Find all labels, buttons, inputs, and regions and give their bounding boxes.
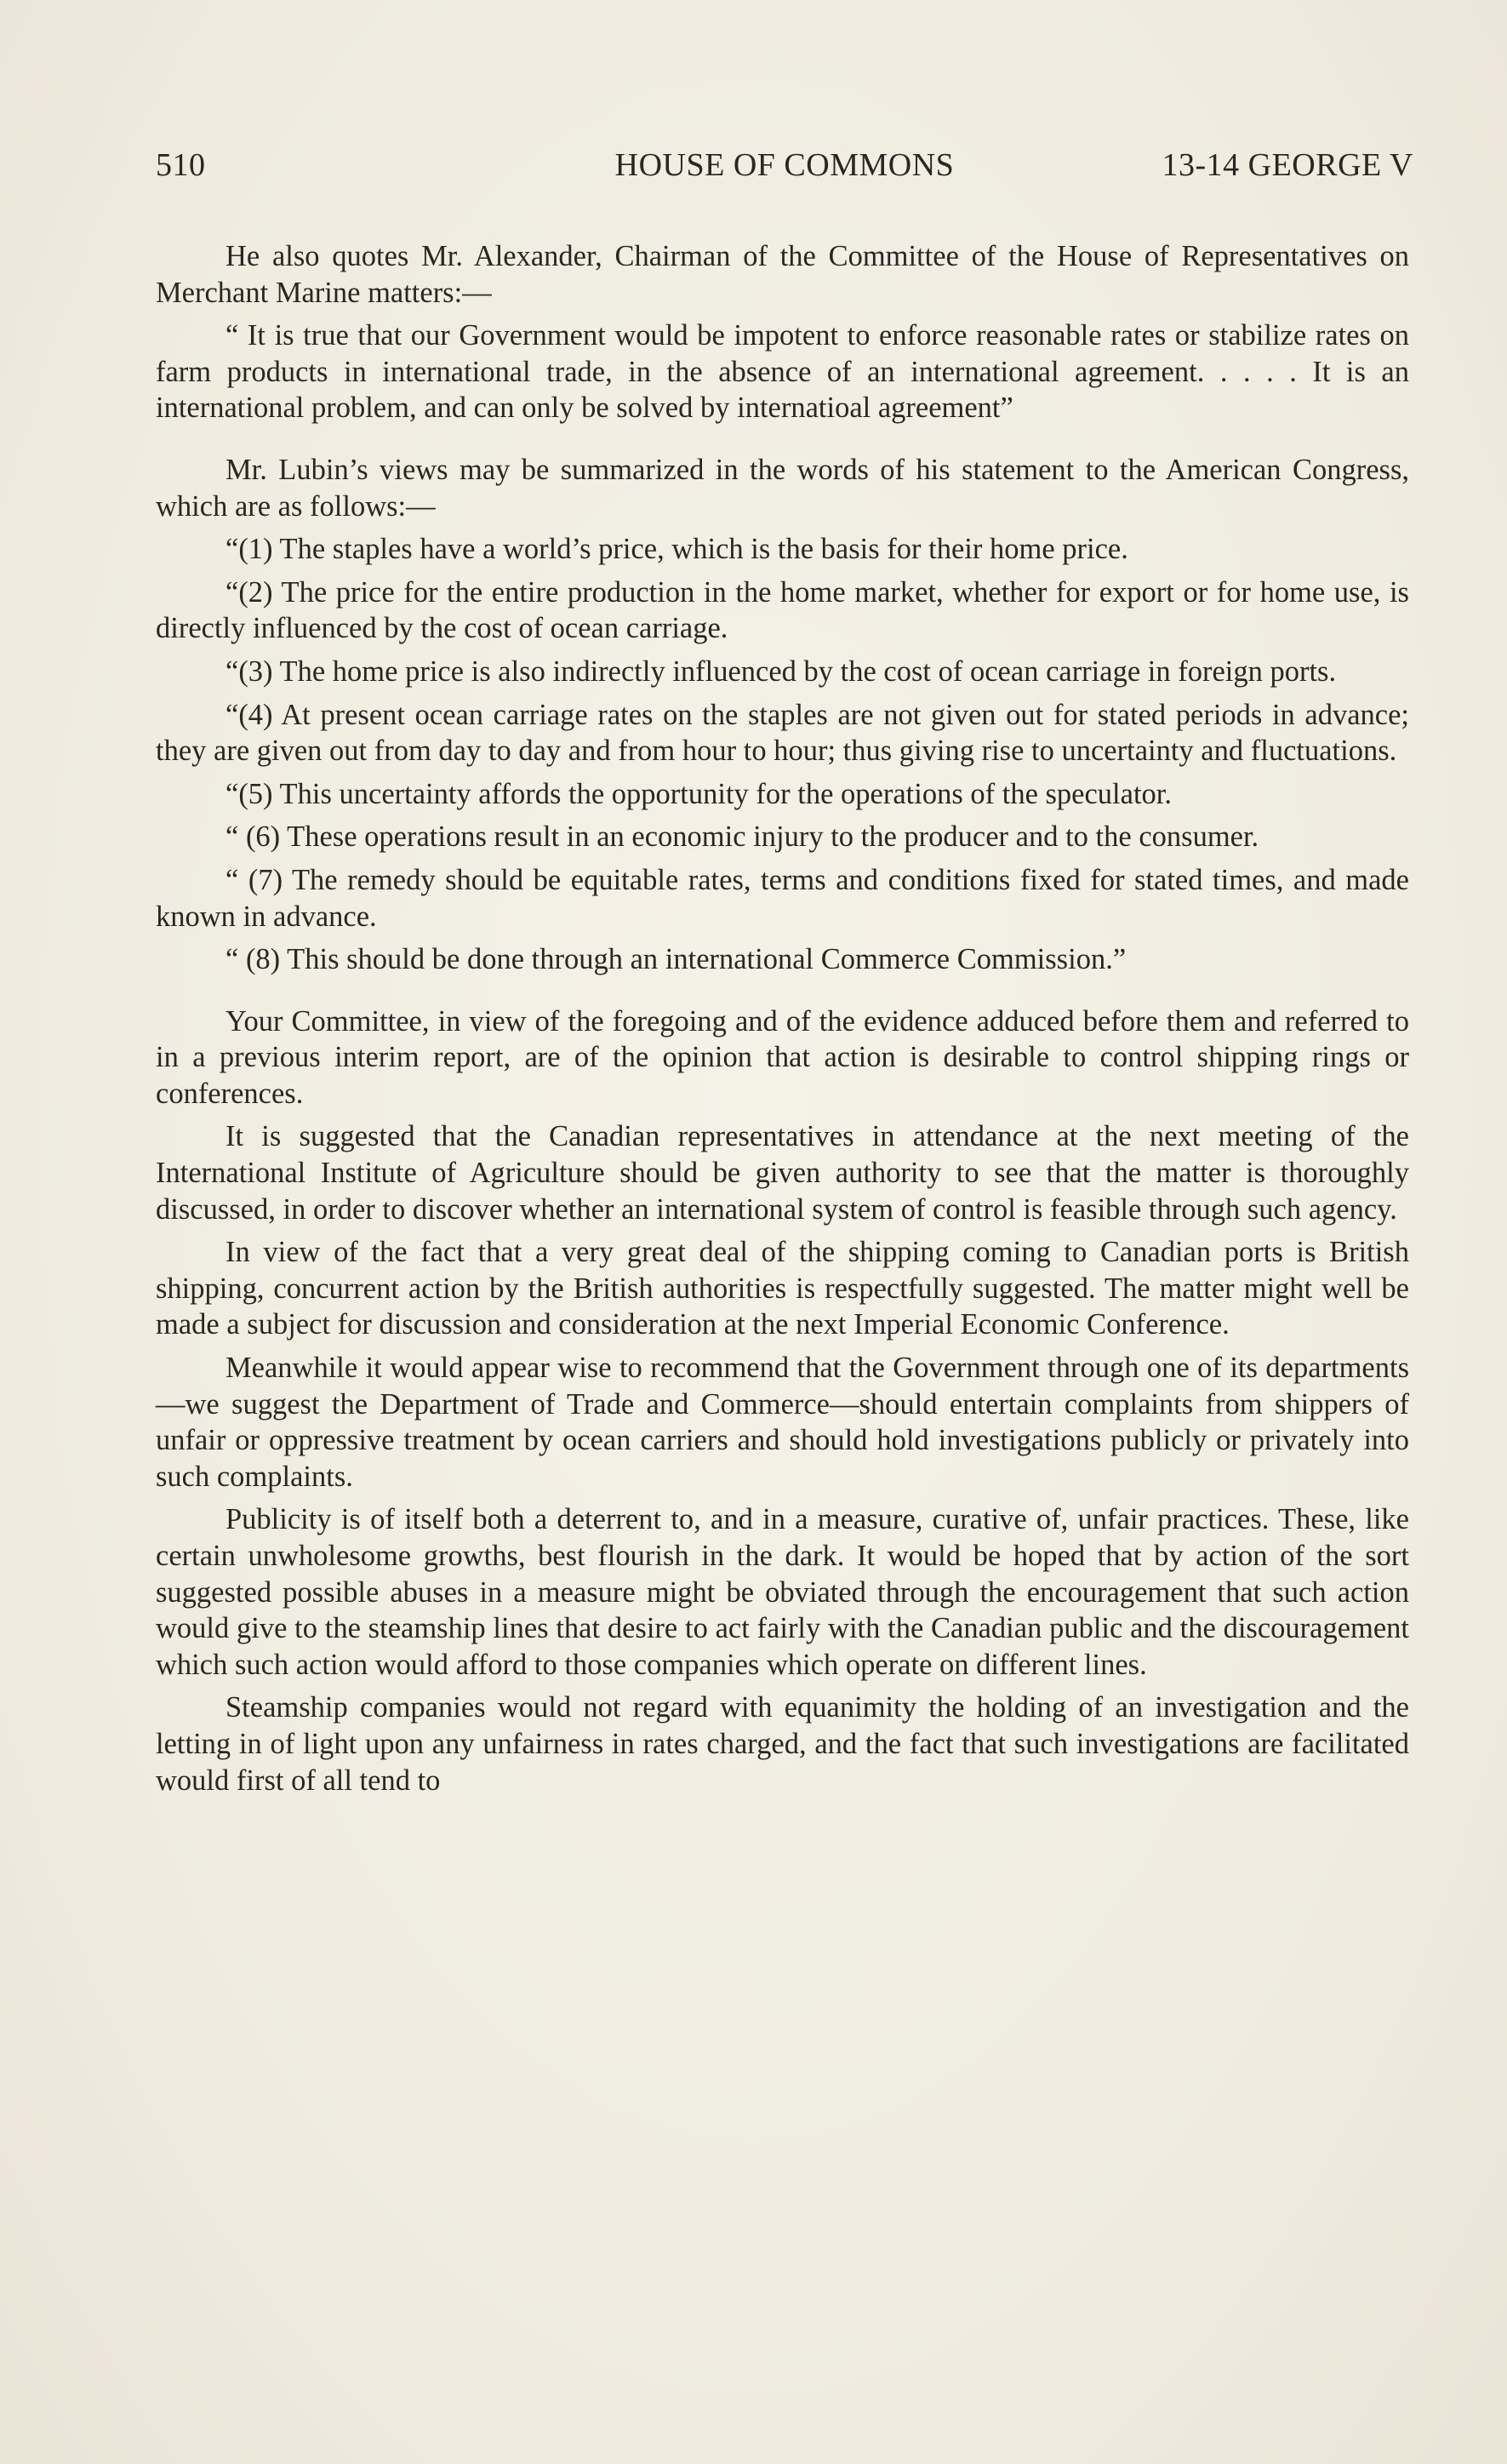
list-item: “(4) At present ocean carriage rates on the staples are not given out for stated periods in advance; they are given out from day to day and from hour to hour; thus giving rise to uncertainty and fluctuations. xyxy=(156,698,1409,768)
paragraph: Mr. Lubin’s views may be summarized in the words of his statement to the American Congress, which are as follows:— xyxy=(156,453,1409,523)
list-item: “(5) This uncertainty affords the opportunity for the operations of the speculator. xyxy=(225,777,1173,810)
page-header xyxy=(156,146,1413,189)
list-item: “ (8) This should be done through an international Commerce Commission.” xyxy=(225,943,1127,976)
list-item: “(1) The staples have a world’s price, which is the basis for their home price. xyxy=(225,533,1128,566)
list-item: “ (6) These operations result in an economic injury to the producer and to the consumer. xyxy=(225,820,1259,854)
paragraph: It is suggested that the Canadian representatives in attendance at the next meeting of the International Institute of Agriculture should be given authority to see that the matter is thoroughly discussed, in order to discover whether an international system of control is feasible through such agency. xyxy=(156,1120,1409,1226)
paragraph: Your Committee, in view of the foregoing and of the evidence adduced before them and referred to in a previous interim report, are of the opinion that action is desirable to control shipping rings or conferences. xyxy=(156,1004,1409,1110)
paragraph: He also quotes Mr. Alexander, Chairman of the Committee of the House of Representatives on Merchant Marine matters:— xyxy=(156,240,1409,309)
list-item: “ (7) The remedy should be equitable rates, terms and conditions fixed for stated times, and made known in advance. xyxy=(156,863,1409,933)
paragraph: Steamship companies would not regard with equanimity the holding of an investigation and the letting in of light upon any unfairness in rates charged, and the fact that such investigations are facilitated would first of all tend to xyxy=(156,1691,1409,1797)
list-item: “(3) The home price is also indirectly influenced by the cost of ocean carriage in foreign ports. xyxy=(225,655,1337,688)
paragraph: Publicity is of itself both a deterrent to, and in a measure, curative of, unfair practices. These, like certain unwholesome growths, best flourish in the dark. It would be hoped that by action of the sort suggested possible abuses in a measure might be obviated through the encouragement that such action would give to the steamship lines that desire to act fairly with the Canadian public and the discouragement which such action would afford to those companies which operate on different lines. xyxy=(156,1503,1409,1681)
quotation: “ It is true that our Government would be impotent to enforce reasonable rates or stabilize rates on farm products in international trade, in the absence of an international agreement. . . . . It is an international problem, and can only be solved by internatioal agreement” xyxy=(156,319,1409,425)
body-text xyxy=(156,238,1409,1798)
page-number: 510 xyxy=(156,147,206,183)
paragraph: Meanwhile it would appear wise to recommend that the Government through one of its departments—we suggest the Department of Trade and Commerce—should entertain complaints from shippers of unfair or oppressive treatment by ocean carriers and should hold investigations publicly or privately into such complaints. xyxy=(156,1352,1409,1493)
paragraph: In view of the fact that a very great deal of the shipping coming to Canadian ports is British shipping, concurrent action by the British authorities is respectfully suggested. The matter might well be made a subject for discussion and consideration at the next Imperial Economic Conference. xyxy=(156,1236,1409,1341)
regnal-year: 13-14 GEORGE V xyxy=(1162,147,1413,183)
running-title: HOUSE OF COMMONS xyxy=(614,147,955,183)
list-item: “(2) The price for the entire production in the home market, whether for export or for home use, is directly influenced by the cost of ocean carriage. xyxy=(156,575,1409,645)
